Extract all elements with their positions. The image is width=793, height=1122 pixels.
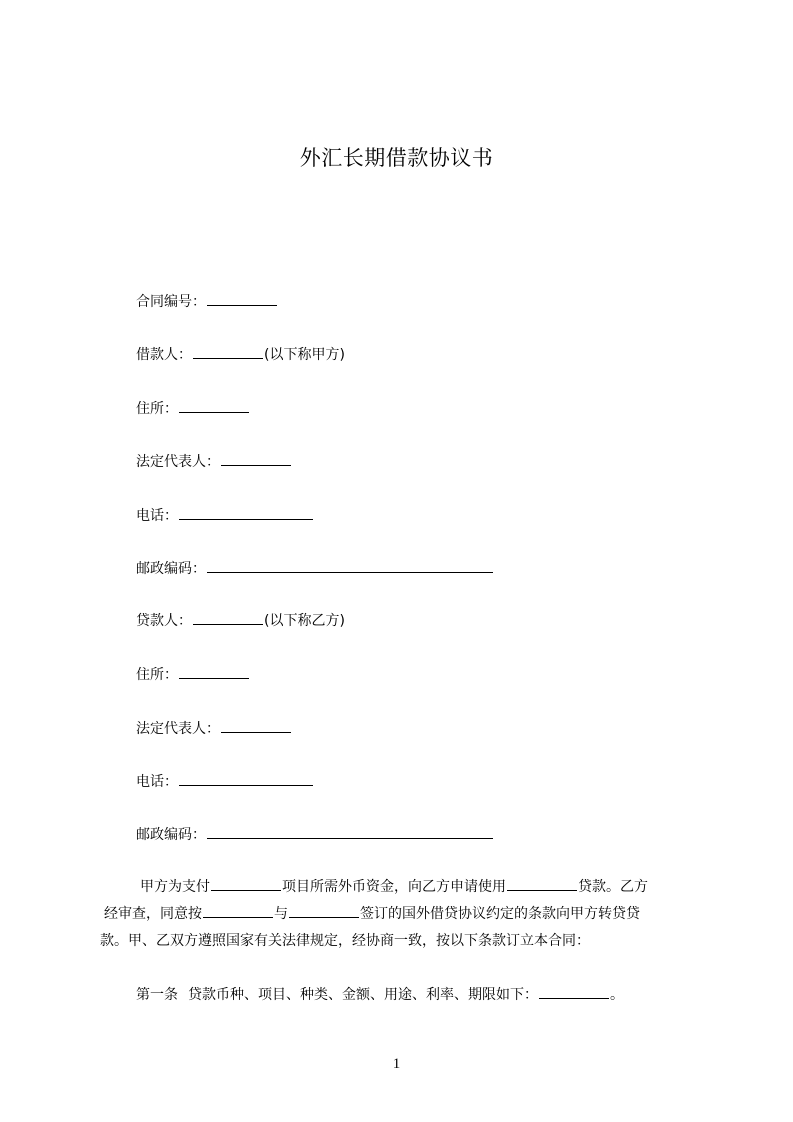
clause-1-blank[interactable] bbox=[539, 984, 609, 999]
contract-number-blank[interactable] bbox=[207, 291, 277, 306]
borrower-phone-blank[interactable] bbox=[179, 505, 313, 520]
loan-source-blank[interactable] bbox=[507, 876, 577, 891]
borrower-rep-field bbox=[136, 451, 292, 472]
borrower-postcode-field bbox=[136, 558, 494, 579]
borrower-phone-field bbox=[136, 505, 314, 526]
lender-phone-blank[interactable] bbox=[179, 771, 313, 786]
lender-postcode-field bbox=[136, 824, 494, 845]
lender-postcode-blank[interactable] bbox=[207, 824, 493, 839]
intro-line-2 bbox=[104, 901, 704, 928]
lender-phone-field bbox=[136, 771, 314, 792]
borrower-postcode-blank[interactable] bbox=[207, 558, 493, 573]
clause-text: 贷款币种、项目、种类、金额、用途、利率、期限如下： bbox=[188, 987, 538, 1003]
intro-line-3: 款。甲、乙双方遵照国家有关法律规定，经协商一致，按以下条款订立本合同： bbox=[100, 933, 590, 949]
lender-label: 贷款人： bbox=[136, 613, 192, 629]
intro-text: 贷款。乙方 bbox=[578, 879, 648, 895]
page-number: 1 bbox=[392, 1056, 401, 1072]
clause-end: 。 bbox=[610, 987, 624, 1003]
borrower-postcode-label: 邮政编码： bbox=[136, 561, 206, 577]
lender-suffix: (以下称乙方) bbox=[264, 613, 345, 629]
lender-address-field bbox=[136, 664, 250, 685]
lender-phone-label: 电话： bbox=[136, 774, 178, 790]
lender-field bbox=[136, 610, 345, 631]
document-title: 外汇长期借款协议书 bbox=[299, 146, 494, 170]
intro-text: 经审查，同意按 bbox=[104, 906, 202, 922]
contract-number-label: 合同编号： bbox=[136, 294, 206, 310]
intro-paragraph bbox=[100, 874, 704, 955]
borrower-suffix: (以下称甲方) bbox=[264, 347, 345, 363]
lender-blank[interactable] bbox=[193, 610, 263, 625]
lender-address-blank[interactable] bbox=[179, 664, 249, 679]
project-blank[interactable] bbox=[211, 876, 281, 891]
party-b-blank[interactable] bbox=[289, 903, 359, 918]
contract-number-field bbox=[136, 291, 278, 312]
lender-rep-field bbox=[136, 718, 292, 739]
clause-1 bbox=[136, 984, 624, 1005]
borrower-label: 借款人： bbox=[136, 347, 192, 363]
borrower-rep-blank[interactable] bbox=[221, 451, 291, 466]
clause-number: 第一条 bbox=[136, 987, 178, 1003]
borrower-address-field bbox=[136, 398, 250, 419]
party-a-blank[interactable] bbox=[203, 903, 273, 918]
lender-rep-blank[interactable] bbox=[221, 718, 291, 733]
borrower-phone-label: 电话： bbox=[136, 508, 178, 524]
intro-text: 签订的国外借贷协议约定的条款向甲方转贷贷 bbox=[360, 906, 640, 922]
lender-postcode-label: 邮政编码： bbox=[136, 827, 206, 843]
borrower-blank[interactable] bbox=[193, 344, 263, 359]
intro-text: 甲方为支付 bbox=[140, 879, 210, 895]
lender-address-label: 住所： bbox=[136, 667, 178, 683]
intro-text: 项目所需外币资金，向乙方申请使用 bbox=[282, 879, 506, 895]
lender-rep-label: 法定代表人： bbox=[136, 721, 220, 737]
borrower-rep-label: 法定代表人： bbox=[136, 454, 220, 470]
borrower-address-label: 住所： bbox=[136, 401, 178, 417]
borrower-field bbox=[136, 344, 345, 365]
intro-text: 与 bbox=[274, 906, 288, 922]
borrower-address-blank[interactable] bbox=[179, 398, 249, 413]
intro-line-1 bbox=[104, 874, 704, 901]
